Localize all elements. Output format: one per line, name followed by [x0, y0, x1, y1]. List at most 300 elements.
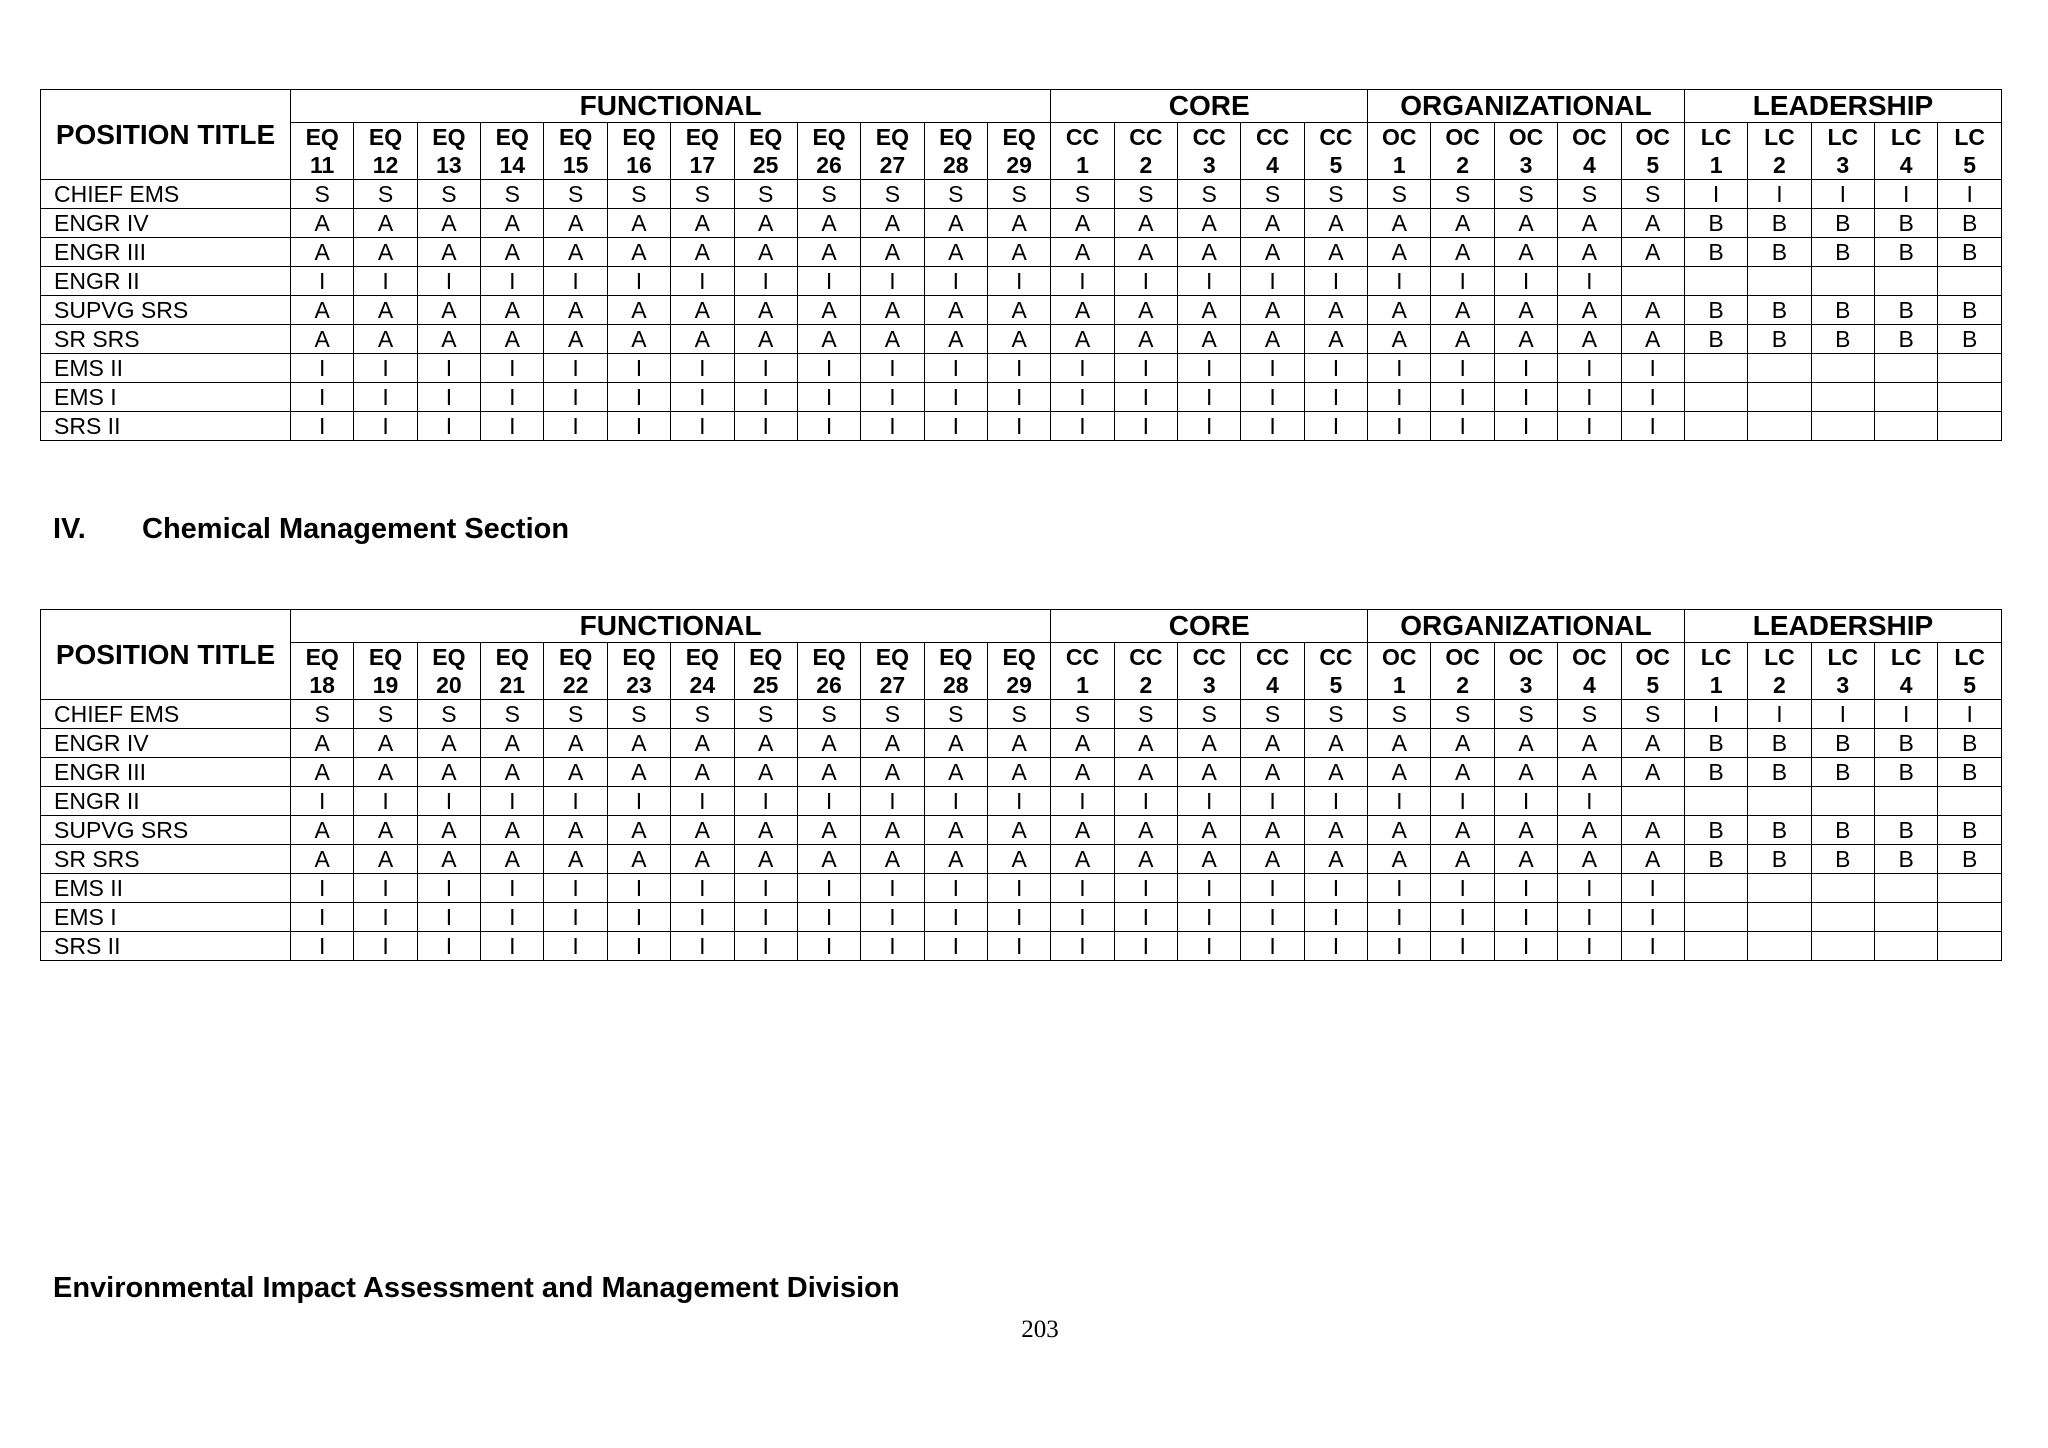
proficiency-cell: S	[481, 700, 544, 729]
proficiency-cell: I	[1114, 267, 1177, 296]
code-prefix: EQ	[875, 644, 910, 670]
proficiency-cell: I	[1051, 787, 1114, 816]
proficiency-cell: B	[1748, 845, 1811, 874]
proficiency-cell: S	[1051, 180, 1114, 209]
proficiency-cell: I	[1811, 180, 1874, 209]
proficiency-cell: A	[671, 816, 734, 845]
proficiency-cell: A	[1241, 296, 1304, 325]
proficiency-cell: A	[1494, 758, 1557, 787]
proficiency-cell: A	[1368, 816, 1431, 845]
position-name: EMS II	[41, 874, 291, 903]
proficiency-cell: I	[1241, 267, 1304, 296]
proficiency-cell: I	[607, 903, 670, 932]
competency-code-header	[1621, 643, 1684, 700]
proficiency-cell: I	[417, 354, 480, 383]
proficiency-cell: A	[1178, 758, 1241, 787]
competency-group-header: FUNCTIONAL	[291, 610, 1051, 643]
code-number: 3	[1202, 152, 1216, 178]
code-number: 13	[436, 152, 462, 178]
proficiency-cell: A	[544, 758, 607, 787]
proficiency-cell: A	[924, 325, 987, 354]
proficiency-cell: A	[1304, 238, 1367, 267]
proficiency-cell: I	[1368, 354, 1431, 383]
proficiency-cell: B	[1874, 729, 1937, 758]
proficiency-cell: I	[1621, 874, 1684, 903]
proficiency-cell: A	[291, 296, 354, 325]
proficiency-cell: I	[1178, 412, 1241, 441]
code-number: 22	[562, 672, 589, 698]
proficiency-cell	[1684, 874, 1747, 903]
proficiency-cell: S	[544, 180, 607, 209]
proficiency-cell: B	[1938, 729, 2002, 758]
proficiency-cell: B	[1684, 209, 1747, 238]
code-prefix: CC	[1319, 124, 1353, 150]
proficiency-cell: A	[1304, 209, 1367, 238]
proficiency-cell: A	[1241, 209, 1304, 238]
proficiency-cell: A	[1051, 758, 1114, 787]
proficiency-cell: I	[797, 932, 860, 961]
code-prefix: CC	[1319, 644, 1353, 670]
proficiency-cell: I	[544, 412, 607, 441]
code-number: 19	[372, 672, 399, 698]
proficiency-cell: A	[1494, 209, 1557, 238]
competency-code-header	[1368, 643, 1431, 700]
proficiency-cell: S	[734, 180, 797, 209]
proficiency-cell: I	[1494, 383, 1557, 412]
proficiency-cell: I	[607, 412, 670, 441]
proficiency-cell: I	[1178, 267, 1241, 296]
code-prefix: CC	[1192, 644, 1226, 670]
proficiency-cell: A	[1178, 816, 1241, 845]
proficiency-cell: A	[924, 816, 987, 845]
proficiency-cell: I	[1558, 412, 1621, 441]
proficiency-cell: A	[1241, 758, 1304, 787]
code-prefix: LC	[1764, 124, 1795, 150]
proficiency-cell: A	[481, 238, 544, 267]
code-number: 27	[879, 152, 906, 178]
competency-code-header	[1748, 123, 1811, 180]
proficiency-cell: I	[417, 412, 480, 441]
proficiency-cell	[1938, 903, 2002, 932]
proficiency-cell: B	[1874, 209, 1937, 238]
position-title-header: POSITION TITLE	[41, 90, 291, 180]
proficiency-cell: I	[291, 267, 354, 296]
code-prefix: EQ	[368, 644, 403, 670]
proficiency-cell: A	[1368, 758, 1431, 787]
proficiency-cell: A	[1494, 296, 1557, 325]
proficiency-cell: A	[987, 325, 1050, 354]
code-prefix: LC	[1954, 644, 1985, 670]
proficiency-cell: A	[417, 729, 480, 758]
proficiency-cell: I	[924, 903, 987, 932]
table-row	[41, 845, 2002, 874]
competency-code-header	[671, 123, 734, 180]
competency-code-header	[1684, 123, 1747, 180]
proficiency-cell: B	[1811, 816, 1874, 845]
proficiency-cell: A	[291, 816, 354, 845]
proficiency-cell: I	[1368, 932, 1431, 961]
proficiency-cell	[1811, 412, 1874, 441]
competency-code-header	[924, 643, 987, 700]
proficiency-cell: I	[607, 383, 670, 412]
proficiency-cell	[1811, 383, 1874, 412]
position-name: CHIEF EMS	[41, 700, 291, 729]
table-row	[41, 412, 2002, 441]
proficiency-cell: A	[417, 325, 480, 354]
proficiency-cell: A	[987, 758, 1050, 787]
proficiency-cell: A	[354, 238, 417, 267]
proficiency-cell: I	[1684, 180, 1747, 209]
proficiency-cell: S	[544, 700, 607, 729]
table-row	[41, 787, 2002, 816]
proficiency-cell: I	[924, 932, 987, 961]
proficiency-cell: A	[1368, 845, 1431, 874]
code-number: 3	[1519, 672, 1533, 698]
proficiency-cell: A	[671, 729, 734, 758]
proficiency-cell: I	[1304, 787, 1367, 816]
proficiency-cell: A	[544, 816, 607, 845]
proficiency-cell: A	[924, 238, 987, 267]
proficiency-cell: A	[481, 816, 544, 845]
proficiency-cell: A	[1178, 845, 1241, 874]
proficiency-cell: A	[481, 296, 544, 325]
proficiency-cell: S	[924, 700, 987, 729]
competency-code-header	[1938, 643, 2002, 700]
proficiency-cell: A	[1241, 325, 1304, 354]
code-prefix: OC	[1445, 124, 1480, 150]
proficiency-cell: A	[1621, 238, 1684, 267]
proficiency-cell: B	[1874, 325, 1937, 354]
proficiency-cell: B	[1811, 238, 1874, 267]
proficiency-cell: A	[1368, 238, 1431, 267]
code-number: 4	[1582, 152, 1596, 178]
code-prefix: EQ	[495, 124, 529, 150]
proficiency-cell: I	[987, 874, 1050, 903]
position-name: ENGR III	[41, 758, 291, 787]
competency-code-header	[1304, 123, 1367, 180]
proficiency-cell: I	[987, 903, 1050, 932]
proficiency-cell: I	[544, 874, 607, 903]
proficiency-cell	[1684, 383, 1747, 412]
code-prefix: LC	[1764, 644, 1795, 670]
code-number: 11	[310, 152, 335, 178]
proficiency-cell	[1748, 383, 1811, 412]
code-prefix: EQ	[939, 644, 973, 670]
proficiency-cell: S	[1241, 180, 1304, 209]
proficiency-cell: I	[861, 354, 924, 383]
proficiency-cell: A	[1558, 729, 1621, 758]
proficiency-cell: I	[1431, 267, 1494, 296]
proficiency-cell: I	[671, 932, 734, 961]
competency-group-header: LEADERSHIP	[1684, 610, 2001, 643]
proficiency-cell: A	[417, 758, 480, 787]
proficiency-cell: A	[1494, 845, 1557, 874]
proficiency-cell: B	[1874, 758, 1937, 787]
proficiency-cell: A	[861, 296, 924, 325]
proficiency-cell: A	[1621, 296, 1684, 325]
code-number: 3	[1836, 152, 1850, 178]
position-name: SRS II	[41, 412, 291, 441]
proficiency-cell: A	[1558, 209, 1621, 238]
code-prefix: OC	[1382, 124, 1417, 150]
proficiency-cell: I	[291, 412, 354, 441]
code-prefix: EQ	[749, 124, 783, 150]
proficiency-cell: B	[1748, 296, 1811, 325]
table-row	[41, 874, 2002, 903]
proficiency-cell: A	[544, 209, 607, 238]
proficiency-cell: S	[1114, 180, 1177, 209]
code-number: 21	[499, 672, 526, 698]
position-name: SR SRS	[41, 845, 291, 874]
proficiency-cell: I	[1114, 354, 1177, 383]
proficiency-cell: I	[1368, 383, 1431, 412]
proficiency-cell: S	[481, 180, 544, 209]
proficiency-cell: A	[544, 325, 607, 354]
proficiency-cell: I	[797, 903, 860, 932]
proficiency-cell: A	[1241, 729, 1304, 758]
competency-code-header	[1874, 643, 1937, 700]
proficiency-cell: A	[671, 209, 734, 238]
table-row	[41, 700, 2002, 729]
proficiency-cell: I	[1051, 903, 1114, 932]
proficiency-cell: I	[861, 267, 924, 296]
table-row	[41, 296, 2002, 325]
code-prefix: EQ	[939, 124, 973, 150]
proficiency-cell: I	[734, 787, 797, 816]
proficiency-cell: B	[1938, 758, 2002, 787]
proficiency-cell: I	[1431, 932, 1494, 961]
competency-code-header	[1494, 123, 1557, 180]
code-number: 2	[1456, 672, 1470, 698]
proficiency-cell	[1621, 267, 1684, 296]
proficiency-cell: A	[987, 238, 1050, 267]
proficiency-cell: I	[734, 932, 797, 961]
proficiency-cell: S	[1368, 700, 1431, 729]
proficiency-cell: I	[1241, 412, 1304, 441]
competency-code-header	[291, 123, 354, 180]
competency-code-header	[1494, 643, 1557, 700]
section-heading	[53, 513, 569, 546]
proficiency-cell: I	[1368, 903, 1431, 932]
competency-code-header	[1051, 643, 1114, 700]
competency-code-header	[987, 123, 1050, 180]
position-name: EMS I	[41, 903, 291, 932]
code-number: 25	[752, 152, 779, 178]
proficiency-cell: A	[1494, 325, 1557, 354]
proficiency-cell: A	[671, 325, 734, 354]
position-name: ENGR IV	[41, 209, 291, 238]
competency-group-header: LEADERSHIP	[1684, 90, 2001, 123]
proficiency-cell	[1874, 903, 1937, 932]
table-row	[41, 180, 2002, 209]
code-prefix: EQ	[685, 644, 719, 670]
code-number: 4	[1582, 672, 1596, 698]
proficiency-cell: A	[1178, 209, 1241, 238]
proficiency-cell	[1684, 267, 1747, 296]
proficiency-cell: S	[291, 700, 354, 729]
proficiency-cell: I	[1368, 267, 1431, 296]
proficiency-cell: A	[1431, 816, 1494, 845]
proficiency-cell: I	[1051, 354, 1114, 383]
competency-code-header	[1241, 123, 1304, 180]
proficiency-cell: A	[734, 729, 797, 758]
proficiency-cell: I	[544, 354, 607, 383]
table-row	[41, 932, 2002, 961]
proficiency-cell: A	[797, 758, 860, 787]
proficiency-cell: A	[1304, 758, 1367, 787]
proficiency-cell: B	[1938, 325, 2002, 354]
proficiency-cell: S	[1114, 700, 1177, 729]
proficiency-cell	[1938, 267, 2002, 296]
proficiency-cell: B	[1938, 238, 2002, 267]
section-title: Chemical Management Section	[142, 513, 570, 545]
proficiency-cell: A	[1051, 238, 1114, 267]
proficiency-cell: A	[1114, 729, 1177, 758]
proficiency-cell: S	[987, 700, 1050, 729]
proficiency-cell: S	[1304, 180, 1367, 209]
proficiency-cell: I	[734, 874, 797, 903]
code-number: 3	[1202, 672, 1216, 698]
code-number: 26	[816, 672, 842, 698]
proficiency-cell: I	[417, 932, 480, 961]
proficiency-cell: I	[1494, 903, 1557, 932]
code-prefix: CC	[1129, 644, 1163, 670]
proficiency-cell: B	[1748, 729, 1811, 758]
proficiency-cell: S	[1621, 700, 1684, 729]
proficiency-cell: I	[1114, 383, 1177, 412]
code-number: 14	[499, 152, 526, 178]
proficiency-cell: A	[671, 845, 734, 874]
proficiency-cell: A	[291, 209, 354, 238]
proficiency-cell: A	[607, 296, 670, 325]
proficiency-cell: I	[1431, 874, 1494, 903]
proficiency-cell: I	[1558, 383, 1621, 412]
code-number: 25	[752, 672, 779, 698]
proficiency-cell	[1811, 787, 1874, 816]
proficiency-cell: A	[1558, 296, 1621, 325]
proficiency-cell: A	[734, 296, 797, 325]
proficiency-cell: B	[1811, 209, 1874, 238]
proficiency-cell: A	[417, 209, 480, 238]
proficiency-cell: I	[1241, 903, 1304, 932]
proficiency-cell: I	[734, 412, 797, 441]
code-number: 29	[1006, 672, 1032, 698]
code-prefix: OC	[1445, 644, 1480, 670]
proficiency-cell: I	[417, 267, 480, 296]
proficiency-cell: I	[1178, 383, 1241, 412]
proficiency-cell: A	[797, 729, 860, 758]
proficiency-cell: S	[1558, 700, 1621, 729]
proficiency-cell: A	[1368, 325, 1431, 354]
code-prefix: OC	[1572, 124, 1607, 150]
proficiency-cell: B	[1874, 296, 1937, 325]
code-number: 4	[1266, 152, 1279, 178]
code-prefix: EQ	[812, 644, 846, 670]
proficiency-cell: I	[1874, 180, 1937, 209]
position-name: ENGR IV	[41, 729, 291, 758]
proficiency-cell	[1938, 787, 2002, 816]
code-prefix: EQ	[432, 124, 466, 150]
proficiency-cell: I	[1621, 903, 1684, 932]
code-number: 3	[1519, 152, 1533, 178]
proficiency-cell: A	[987, 209, 1050, 238]
position-name: ENGR II	[41, 787, 291, 816]
proficiency-cell: A	[1368, 209, 1431, 238]
proficiency-cell: A	[1051, 325, 1114, 354]
proficiency-cell: S	[1304, 700, 1367, 729]
code-prefix: OC	[1572, 644, 1607, 670]
proficiency-cell: A	[671, 238, 734, 267]
proficiency-cell: A	[1558, 816, 1621, 845]
proficiency-cell: I	[924, 787, 987, 816]
proficiency-cell	[1748, 354, 1811, 383]
competency-code-row	[41, 123, 2002, 180]
proficiency-cell: S	[734, 700, 797, 729]
proficiency-cell	[1684, 932, 1747, 961]
competency-code-header	[607, 123, 670, 180]
proficiency-cell: I	[354, 383, 417, 412]
proficiency-cell: I	[1114, 903, 1177, 932]
code-prefix: CC	[1192, 124, 1226, 150]
proficiency-cell: A	[924, 296, 987, 325]
competency-code-row	[41, 643, 2002, 700]
competency-code-header	[544, 643, 607, 700]
table-row	[41, 354, 2002, 383]
proficiency-cell: I	[1938, 700, 2002, 729]
proficiency-cell	[1748, 787, 1811, 816]
proficiency-cell: I	[1241, 354, 1304, 383]
proficiency-cell: I	[734, 903, 797, 932]
code-number: 5	[1646, 672, 1660, 698]
proficiency-cell: I	[354, 932, 417, 961]
code-number: 1	[1076, 152, 1089, 178]
proficiency-cell: I	[987, 932, 1050, 961]
proficiency-cell: A	[354, 845, 417, 874]
code-prefix: CC	[1255, 124, 1290, 150]
proficiency-cell: I	[1178, 874, 1241, 903]
proficiency-cell	[1811, 267, 1874, 296]
proficiency-cell	[1748, 412, 1811, 441]
proficiency-cell: A	[1431, 729, 1494, 758]
proficiency-cell: A	[354, 296, 417, 325]
proficiency-cell: I	[1241, 383, 1304, 412]
table-row	[41, 238, 2002, 267]
competency-code-header	[1811, 123, 1874, 180]
proficiency-cell: A	[1178, 325, 1241, 354]
proficiency-cell: I	[607, 354, 670, 383]
code-prefix: LC	[1827, 124, 1859, 150]
position-title-header: POSITION TITLE	[41, 610, 291, 700]
proficiency-cell	[1874, 354, 1937, 383]
code-number: 2	[1773, 152, 1786, 178]
code-number: 1	[1392, 152, 1406, 178]
proficiency-cell: A	[417, 296, 480, 325]
code-number: 24	[689, 672, 716, 698]
proficiency-cell: A	[291, 729, 354, 758]
proficiency-cell: I	[1304, 903, 1367, 932]
table-row	[41, 816, 2002, 845]
proficiency-cell: I	[544, 787, 607, 816]
proficiency-cell: A	[734, 209, 797, 238]
proficiency-cell	[1938, 932, 2002, 961]
table-row	[41, 267, 2002, 296]
proficiency-cell: A	[861, 209, 924, 238]
code-number: 5	[1963, 672, 1977, 698]
proficiency-cell: I	[1051, 932, 1114, 961]
proficiency-cell: I	[987, 412, 1050, 441]
competency-code-header	[1684, 643, 1747, 700]
proficiency-cell	[1811, 932, 1874, 961]
